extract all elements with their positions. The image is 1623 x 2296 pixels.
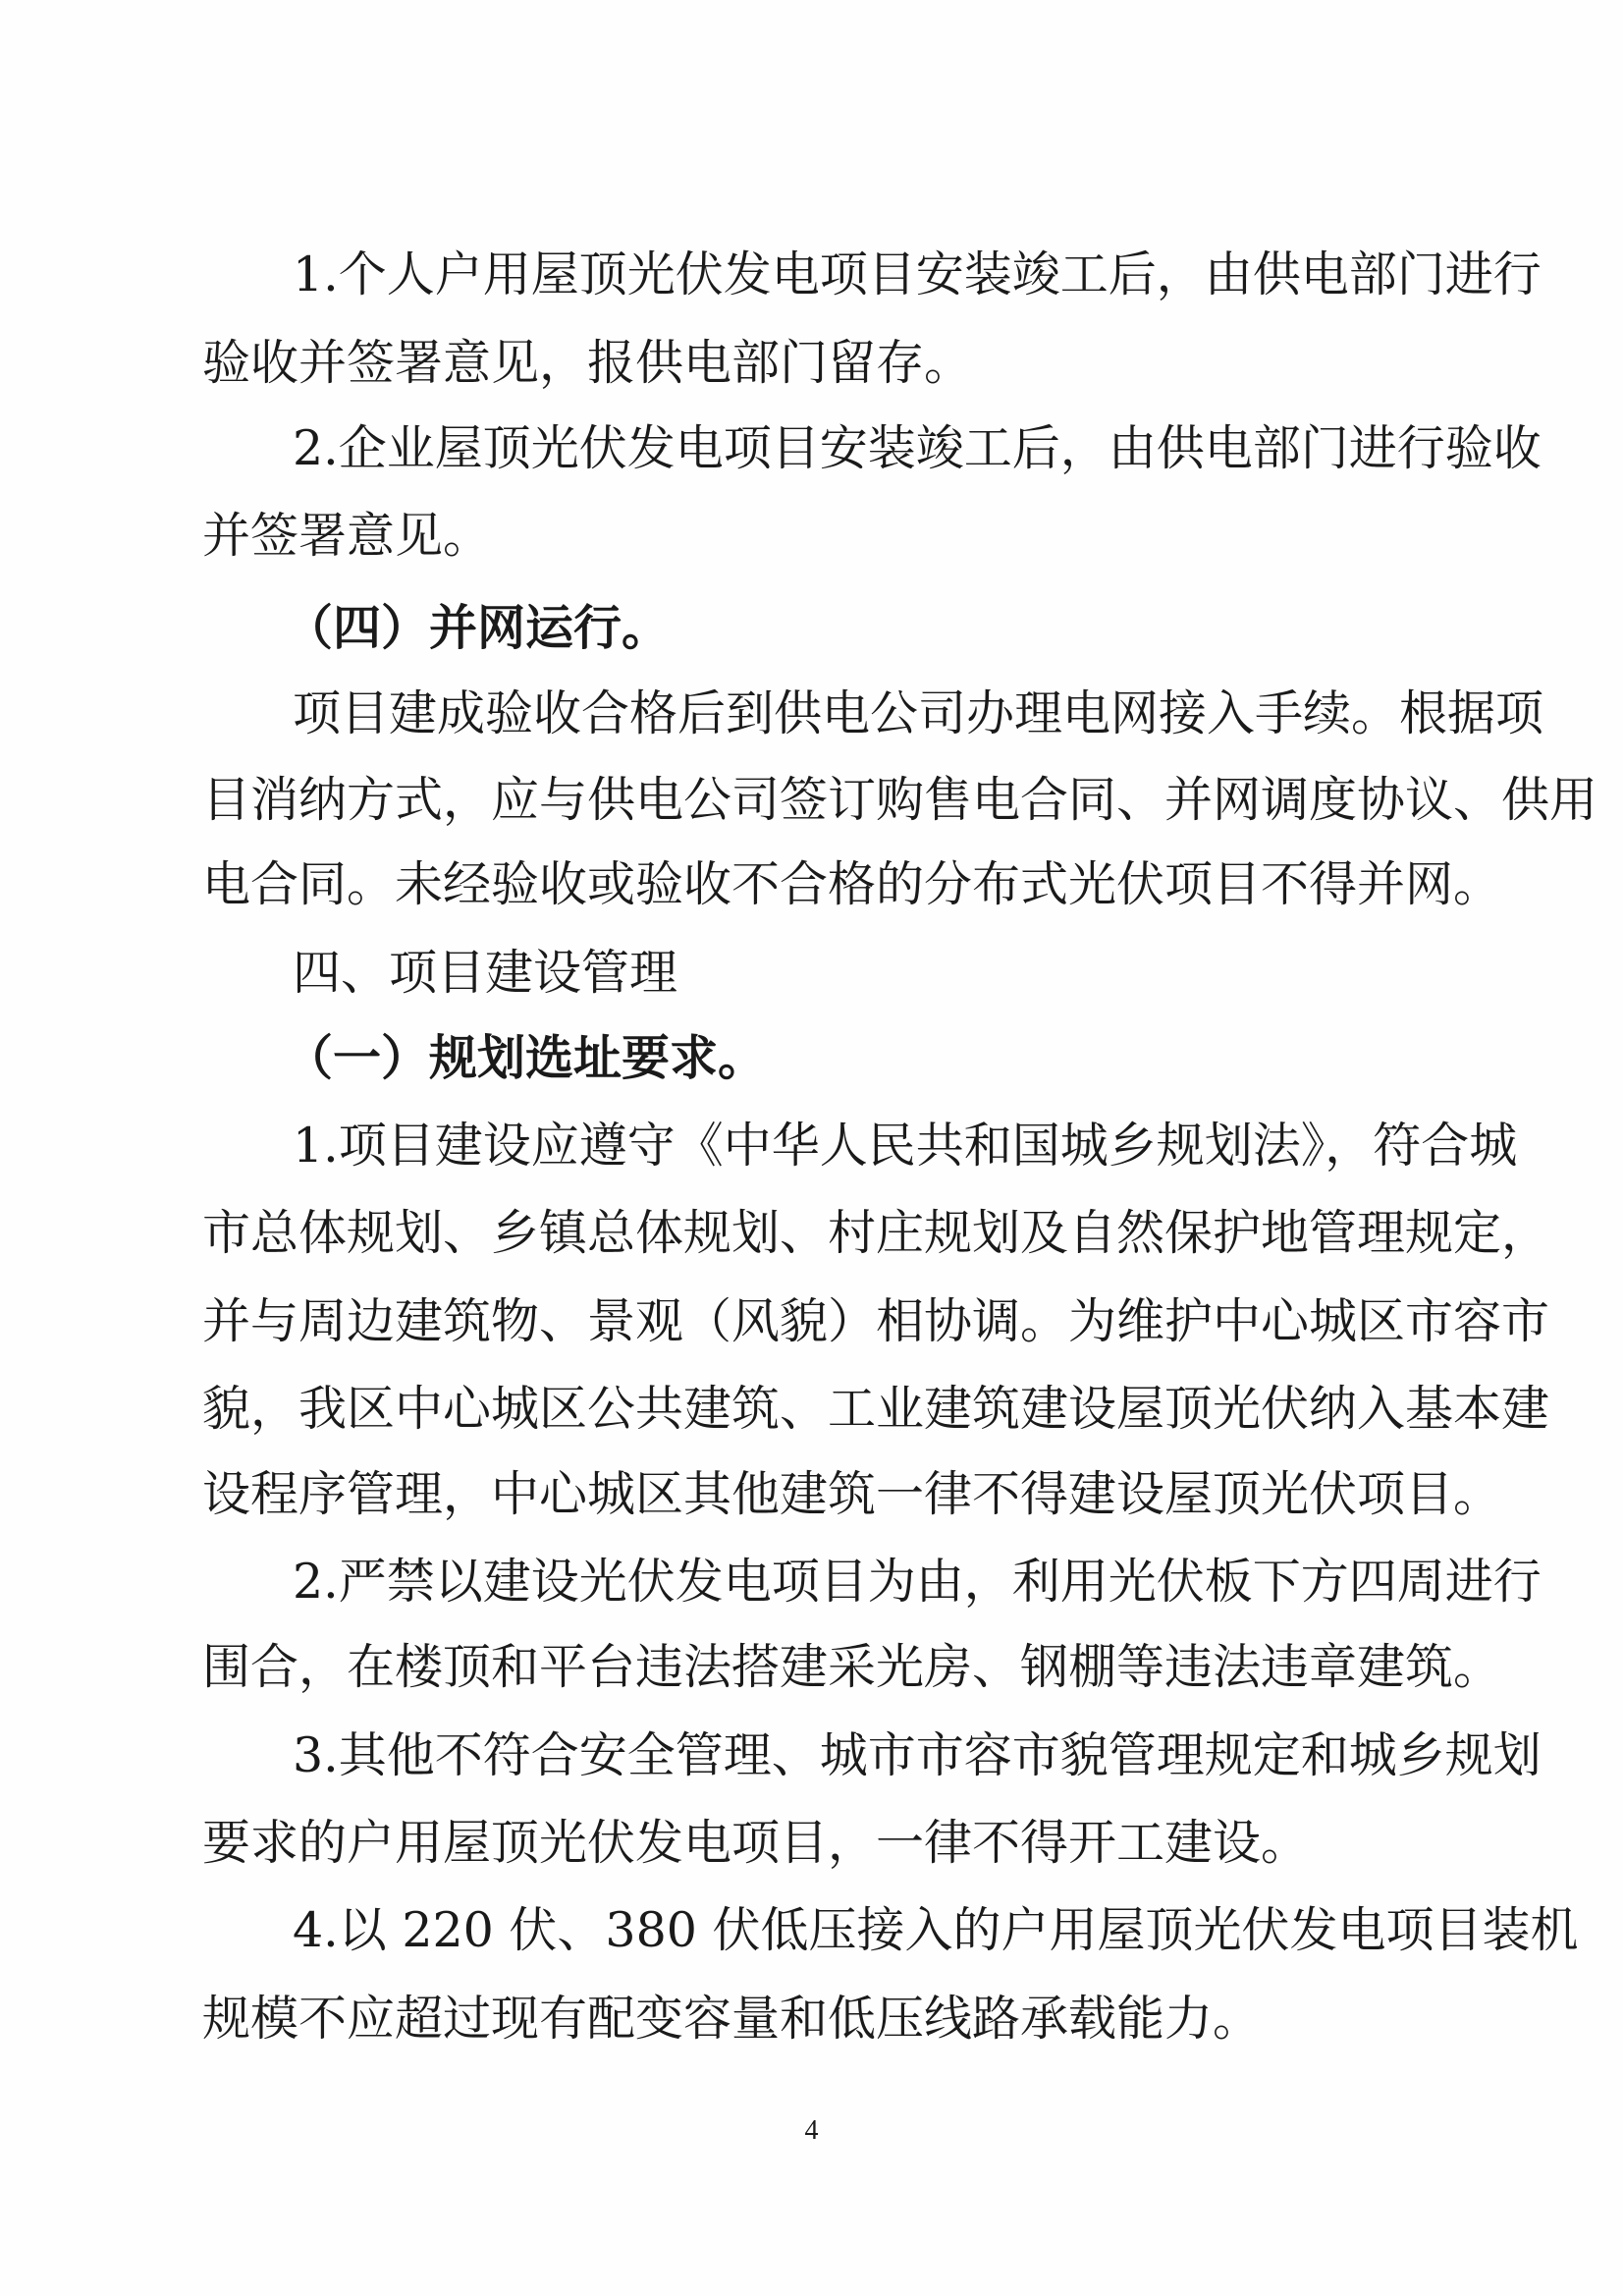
text-line: 并与周边建筑物、景观（风貌）相协调。为维护中心城区市容市 bbox=[202, 1293, 1550, 1349]
text-line: 围合，在楼顶和平台违法搭建采光房、钢棚等违法违章建筑。 bbox=[202, 1639, 1502, 1695]
text-line: 验收并签署意见，报供电部门留存。 bbox=[202, 335, 973, 391]
text-line: 项目建成验收合格后到供电公司办理电网接入手续。根据项 bbox=[293, 685, 1544, 741]
text-line: 2.严禁以建设光伏发电项目为由，利用光伏板下方四周进行 bbox=[293, 1554, 1542, 1610]
text-line: 规模不应超过现有配变容量和低压线路承载能力。 bbox=[202, 1991, 1262, 2047]
text-line: 3.其他不符合安全管理、城市市容市貌管理规定和城乡规划 bbox=[293, 1727, 1542, 1783]
text-line: （一）规划选址要求。 bbox=[285, 1029, 767, 1086]
text-line: （四）并网运行。 bbox=[285, 599, 671, 656]
page-number: 4 bbox=[804, 2115, 819, 2146]
text-line: 市总体规划、乡镇总体规划、村庄规划及自然保护地管理规定， bbox=[202, 1205, 1550, 1261]
text-line: 四、项目建设管理 bbox=[293, 945, 678, 1001]
text-line: 电合同。未经验收或验收不合格的分布式光伏项目不得并网。 bbox=[202, 856, 1502, 912]
text-line: 要求的户用屋顶光伏发电项目，一律不得开工建设。 bbox=[202, 1815, 1310, 1871]
text-line: 1.项目建设应遵守《中华人民共和国城乡规划法》，符合城 bbox=[293, 1118, 1518, 1174]
text-line: 貌，我区中心城区公共建筑、工业建筑建设屋顶光伏纳入基本建 bbox=[202, 1381, 1550, 1437]
text-line: 1.个人户用屋顶光伏发电项目安装竣工后，由供电部门进行 bbox=[293, 246, 1542, 302]
text-line: 并签署意见。 bbox=[202, 508, 492, 564]
text-line: 设程序管理，中心城区其他建筑一律不得建设屋顶光伏项目。 bbox=[202, 1466, 1502, 1522]
text-line: 目消纳方式，应与供电公司签订购售电合同、并网调度协议、供用 bbox=[202, 772, 1598, 828]
text-line: 4.以 220 伏、380 伏低压接入的户用屋顶光伏发电项目装机 bbox=[293, 1902, 1579, 1958]
text-line: 2.企业屋顶光伏发电项目安装竣工后，由供电部门进行验收 bbox=[293, 420, 1542, 476]
